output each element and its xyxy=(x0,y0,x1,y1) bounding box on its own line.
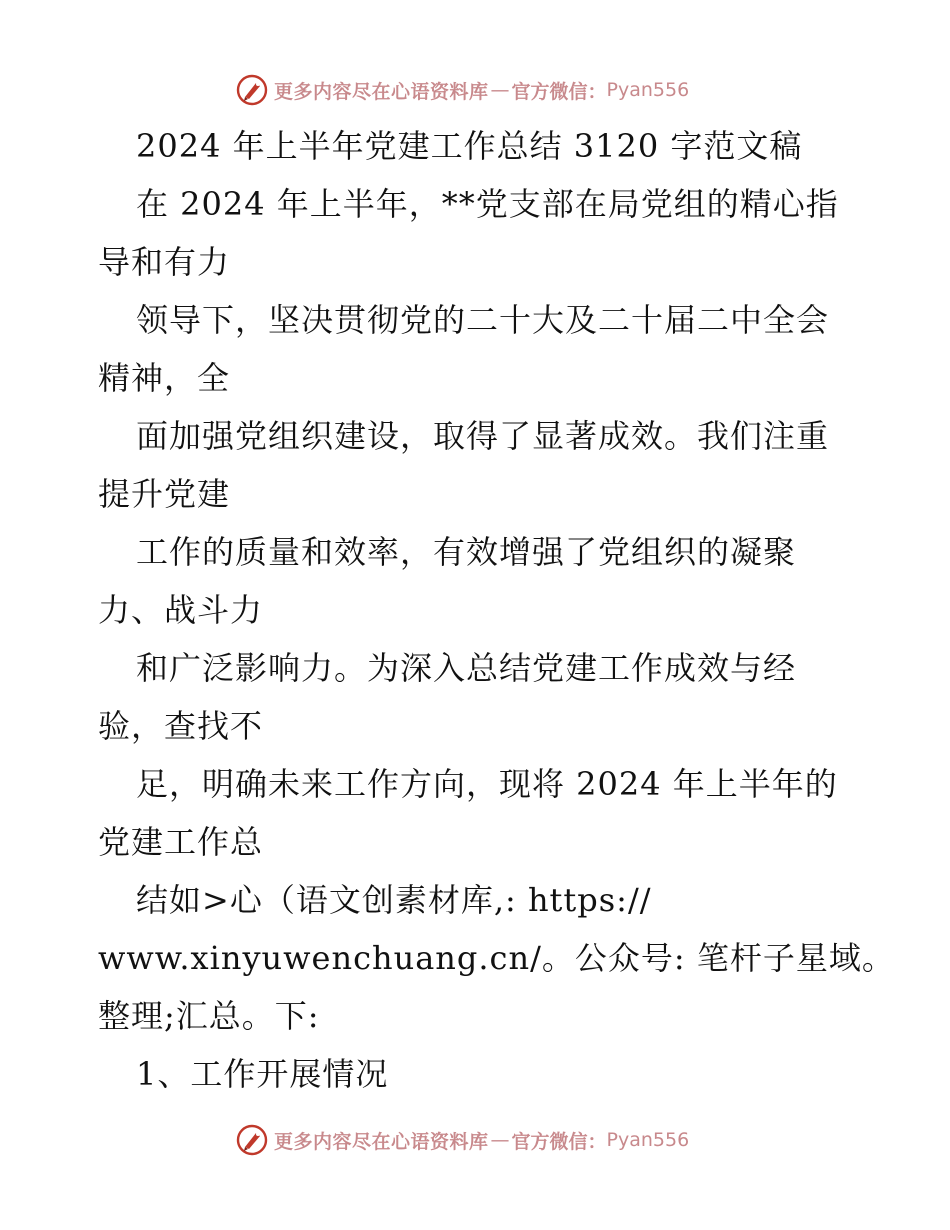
paragraph-line: 和广泛影响力。为深入总结党建工作成效与经 xyxy=(136,649,797,687)
pen-logo-icon xyxy=(236,74,268,106)
paragraph-line: 结如>心（语文创素材库,: https:// xyxy=(136,881,652,919)
pen-logo-icon xyxy=(236,1124,268,1156)
paragraph-line-url: www.xinyuwenchuang.cn/。公众号: 笔杆子星域。 xyxy=(98,939,895,977)
banner-wechat-id: Pyan556 xyxy=(606,1129,690,1151)
banner-dash: — xyxy=(490,1129,510,1151)
banner-site-name: 更多内容尽在心语资料库 xyxy=(274,1130,489,1153)
paragraph-line: 整理;汇总。下: xyxy=(98,997,320,1035)
section-heading: 1、工作开展情况 xyxy=(136,1055,389,1093)
document-title: 2024 年上半年党建工作总结 3120 字范文稿 xyxy=(136,127,803,165)
banner-site-name: 更多内容尽在心语资料库 xyxy=(274,80,489,103)
banner-wechat-label: 官方微信： xyxy=(511,80,607,103)
banner-dash: — xyxy=(490,79,510,101)
banner-wechat-id: Pyan556 xyxy=(606,79,690,101)
paragraph-line: 在 2024 年上半年，**党支部在局党组的精心指 xyxy=(136,185,839,223)
paragraph-line: 精神，全 xyxy=(98,359,231,397)
paragraph-line: 党建工作总 xyxy=(98,823,264,861)
paragraph-line: 力、战斗力 xyxy=(98,591,264,629)
banner-wechat-label: 官方微信： xyxy=(511,1130,607,1153)
paragraph-line: 领导下，坚决贯彻党的二十大及二十届二中全会 xyxy=(136,301,830,339)
paragraph-line: 导和有力 xyxy=(98,243,231,281)
paragraph-line: 提升党建 xyxy=(98,475,231,513)
paragraph-line: 面加强党组织建设，取得了显著成效。我们注重 xyxy=(136,417,830,455)
paragraph-line: 工作的质量和效率，有效增强了党组织的凝聚 xyxy=(136,533,797,571)
header-banner[interactable] xyxy=(236,72,689,108)
paragraph-line: 验，查找不 xyxy=(98,707,264,745)
paragraph-line: 足，明确未来工作方向，现将 2024 年上半年的 xyxy=(136,765,838,803)
footer-banner[interactable] xyxy=(236,1122,689,1158)
